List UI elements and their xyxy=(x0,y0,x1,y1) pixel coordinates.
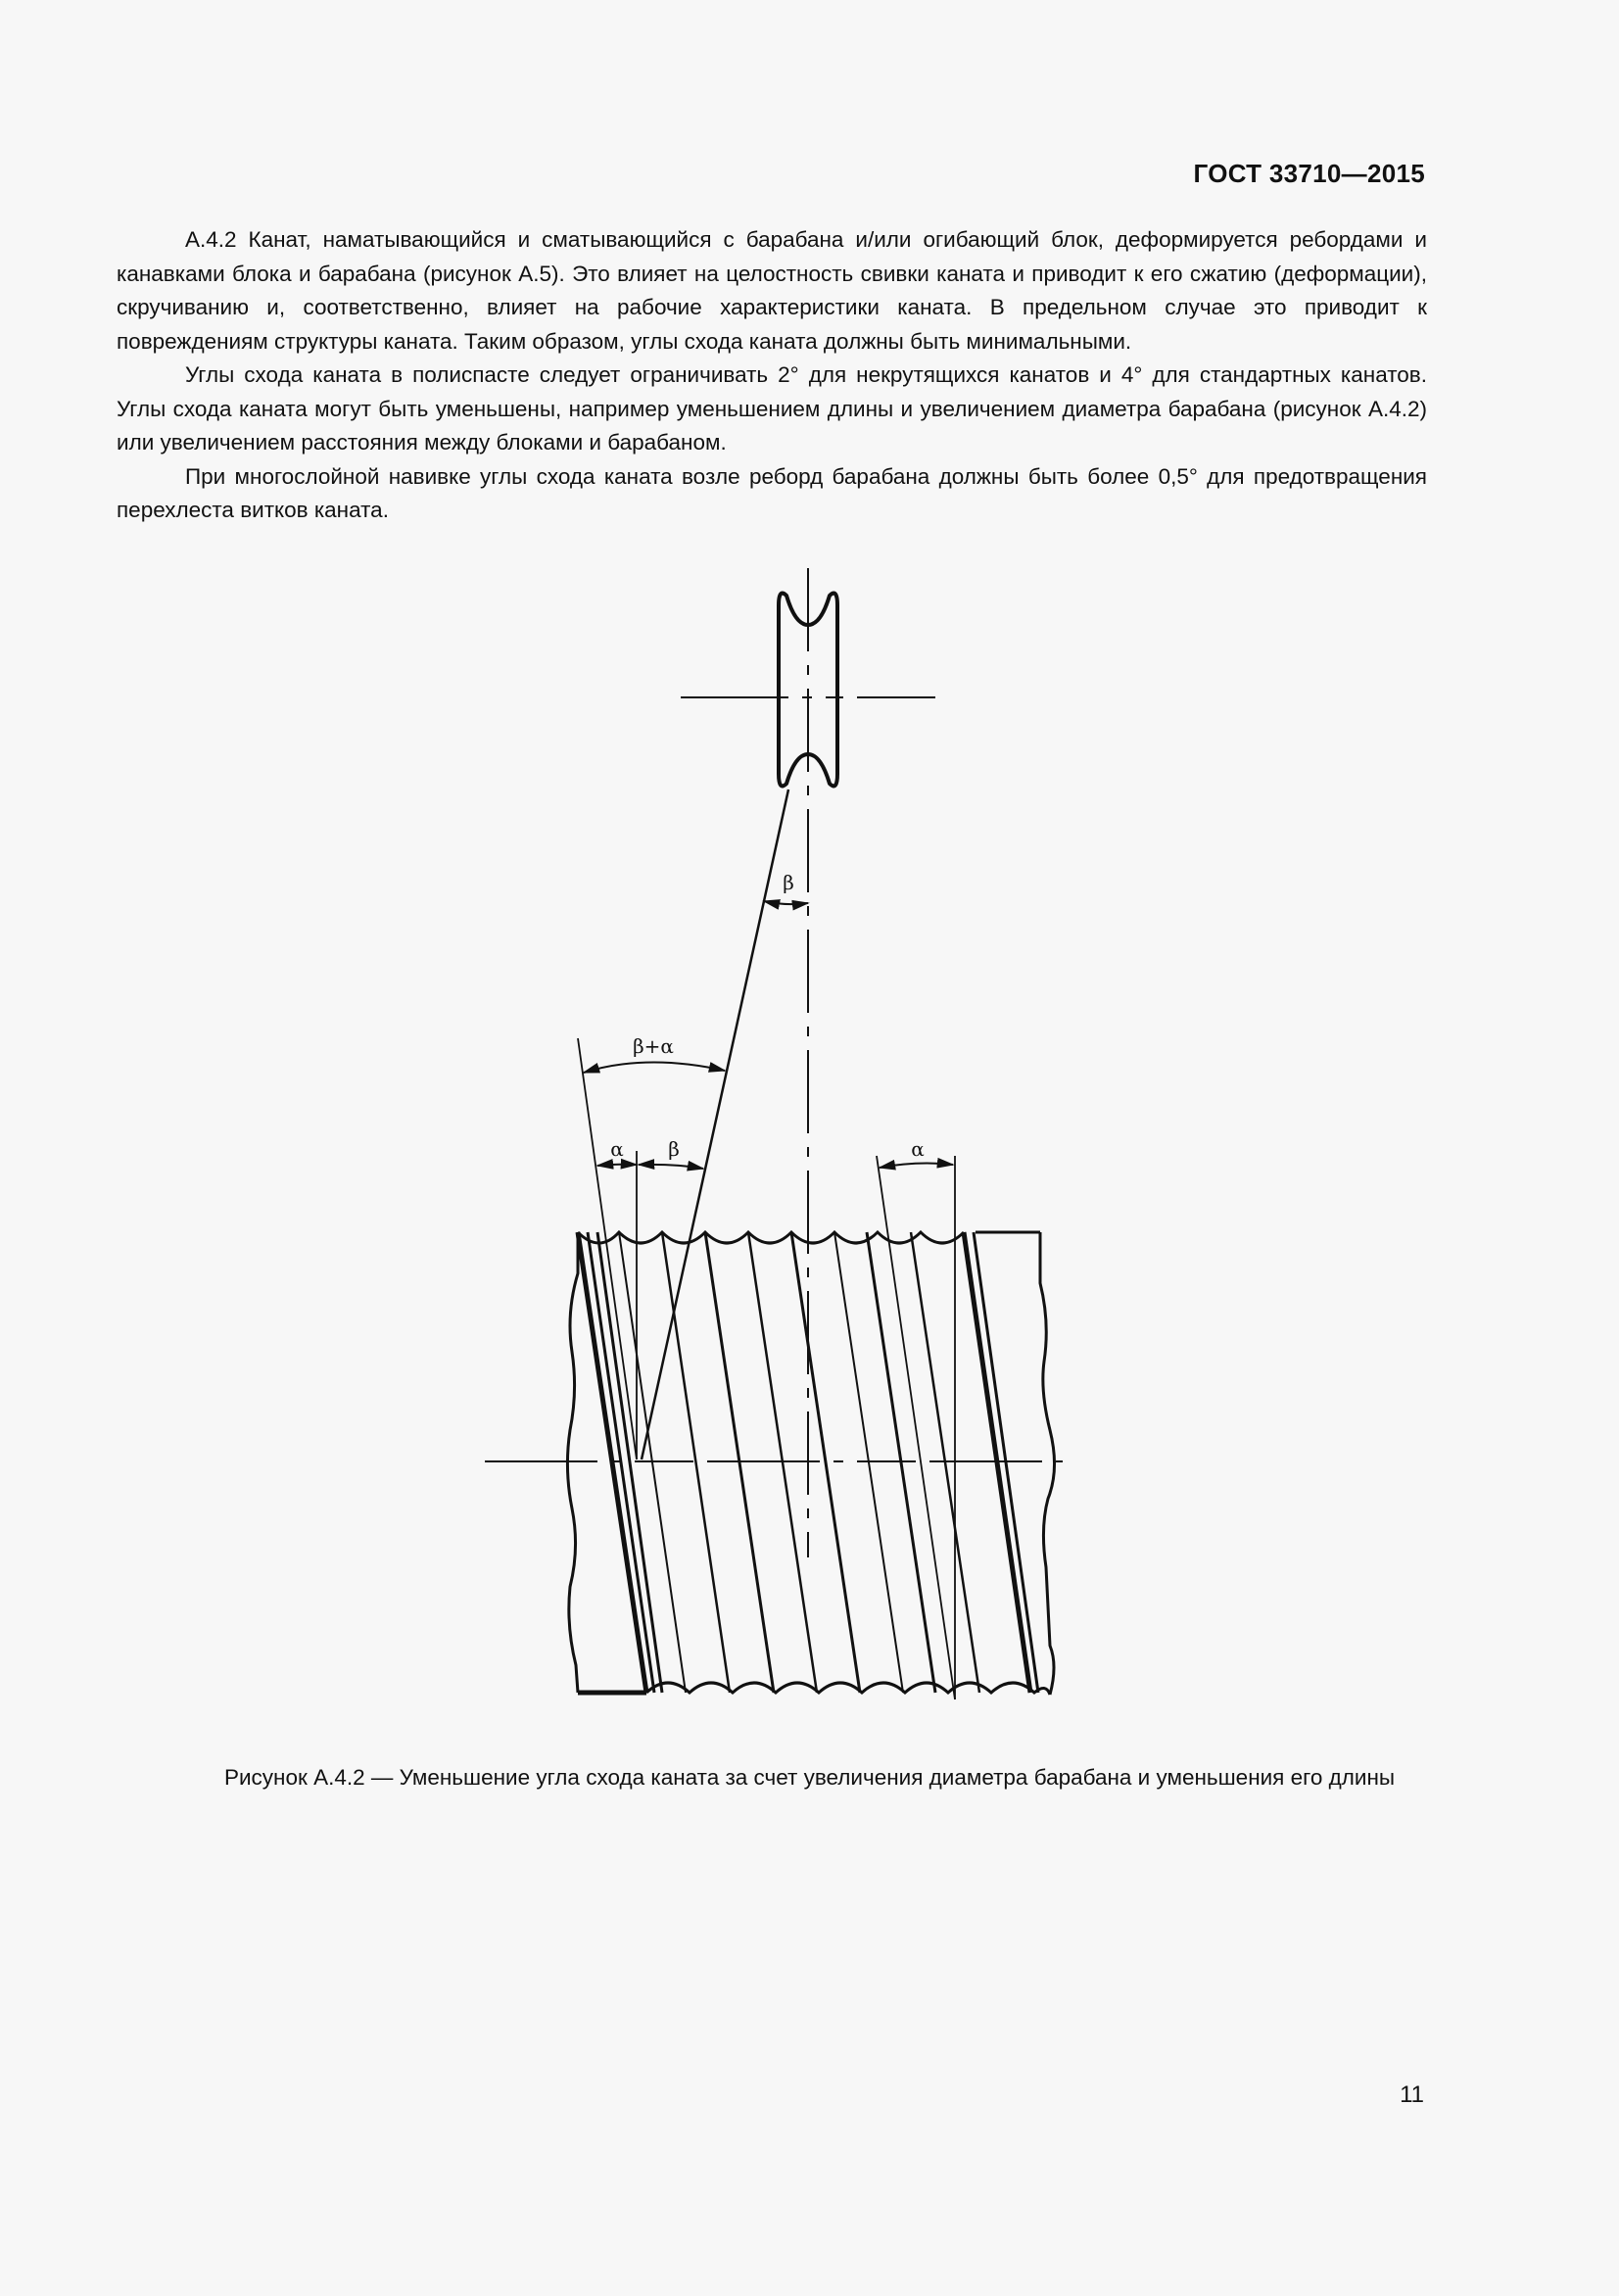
beta-top-label: β xyxy=(783,871,794,894)
alpha-right-label: α xyxy=(911,1137,925,1161)
beta-alpha-ext-line xyxy=(578,1038,637,1459)
alpha-left-arc xyxy=(597,1165,637,1166)
beta-alpha-label: β+α xyxy=(633,1034,674,1058)
beta-top-arc xyxy=(764,901,808,904)
beta-left-label: β xyxy=(668,1137,680,1161)
document-code: ГОСТ 33710—2015 xyxy=(1193,159,1425,188)
beta-alpha-arc xyxy=(584,1062,725,1073)
paragraph-angle-limits: Углы схода каната в полиспасте следует ограничивать 2° для некрутящихся канатов и 4° для стандартных канатов. Углы схода каната могут быть уменьшены, например уменьшением длины и увеличением диаметра барабана (рисунок А.4.2) или увеличением расстояния между блоками и барабаном. xyxy=(117,362,1427,454)
beta-left-arc xyxy=(639,1165,703,1169)
drum xyxy=(567,1232,1054,1695)
paragraph-multilayer: При многослойной навивке углы схода каната возле реборд барабана должны быть более 0,5° для предотвращения перехлеста витков каната. xyxy=(117,463,1427,522)
page-number: 11 xyxy=(1400,2081,1424,2108)
figure-caption: Рисунок А.4.2 — Уменьшение угла схода каната за счет увеличения диаметра барабана и уменьшения его длины xyxy=(223,1765,1396,1790)
alpha-right-arc xyxy=(880,1164,953,1168)
paragraph-a42: А.4.2 Канат, наматывающийся и сматывающийся с барабана и/или огибающий блок, деформируется ребордами и канавками блока и барабана (рисунок А.5). Это влияет на целостность свивки каната и приводит к его сжатию (деформации), скручиванию и, соответственно, влияет на рабочие характеристики каната. В предельном случае это приводит к повреждениям структуры каната. Таким образом, углы схода каната должны быть минимальными. xyxy=(117,227,1427,354)
alpha-left-label: α xyxy=(610,1137,624,1161)
